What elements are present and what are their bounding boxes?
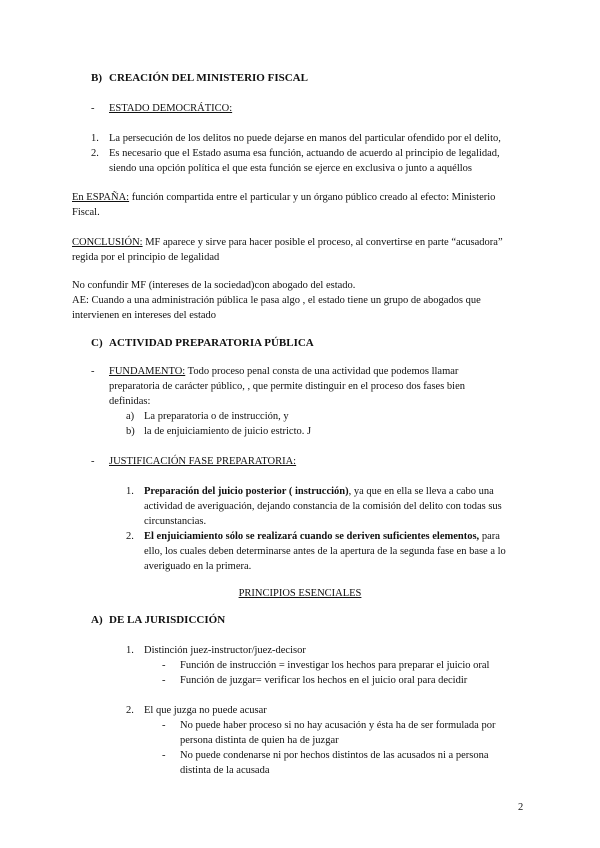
fundamento-label: FUNDAMENTO:: [109, 366, 186, 377]
dash-marker: -: [162, 750, 166, 761]
espana-label: En ESPAÑA:: [72, 192, 130, 203]
sub-item-letter: b): [126, 426, 135, 437]
dash-marker: -: [162, 720, 166, 731]
conclusion-text: MF aparece y sirve para hacer posible el proceso, al convertirse en parte “acusadora”: [142, 237, 503, 248]
list-number: 1.: [91, 133, 99, 144]
sub-item-text: Función de juzgar= verificar los hechos en el juicio oral para decidir: [180, 675, 468, 686]
page-number: 2: [518, 802, 524, 813]
dash-marker: -: [162, 675, 166, 686]
dash-marker: -: [91, 366, 95, 377]
list-item-text: siendo una opción política el que esta función se ejerce en exclusiva o junto a aquéllos: [109, 163, 473, 174]
fundamento-text-cont: definidas:: [109, 396, 151, 407]
dash-marker: -: [91, 103, 95, 114]
sub-item-text: Función de instrucción = investigar los hechos para preparar el juicio oral: [180, 660, 490, 671]
just-item-bold: Preparación del juicio posterior ( instrucción): [144, 486, 349, 497]
section-a-marker: A): [91, 614, 103, 626]
just-item-2: [144, 529, 500, 544]
just-item-text-cont: ello, los cuales deben determinarse antes de la apertura de la segunda fase en base a lo: [144, 546, 506, 557]
sub-item-text-cont: persona distinta de quien ha de juzgar: [180, 735, 339, 746]
conclusion-text-cont: regida por el principio de legalidad: [72, 252, 220, 263]
list-number: 2.: [126, 531, 134, 542]
just-item-text: para: [479, 531, 500, 542]
just-item-bold: El enjuiciamiento sólo se realizará cuando se deriven suficientes elementos,: [144, 531, 480, 542]
list-item-text: Distinción juez-instructor/juez-decisor: [144, 645, 306, 656]
fundamento-text: Todo proceso penal consta de una actividad que podemos llamar: [185, 366, 459, 377]
dash-marker: -: [91, 456, 95, 467]
just-item-text: , ya que en ella se lleva a cabo una: [348, 486, 494, 497]
section-a-title: DE LA JURISDICCIÓN: [109, 614, 226, 626]
espana-text: función compartida entre el particular y un órgano público creado al efecto: Ministerio: [129, 192, 496, 203]
sub-item-text: la de enjuiciamiento de juicio estricto. J: [144, 426, 312, 437]
conclusion-paragraph: [72, 235, 503, 250]
just-item-text-cont: circunstancias.: [144, 516, 207, 527]
section-b-marker: B): [91, 72, 102, 84]
note-ae-cont: intervienen en intereses del estado: [72, 310, 217, 321]
just-item-1: [144, 484, 494, 499]
list-item-text: La persecución de los delitos no puede dejarse en manos del particular ofendido por el delito,: [109, 133, 501, 144]
justificacion-heading: JUSTIFICACIÓN FASE PREPARATORIA:: [109, 456, 297, 467]
list-item-text: El que juzga no puede acusar: [144, 705, 267, 716]
list-number: 1.: [126, 486, 134, 497]
sub-item-letter: a): [126, 411, 135, 422]
sub-item-text: No puede haber proceso si no hay acusación y ésta ha de ser formulada por: [180, 720, 496, 731]
sub-item-text-cont: distinta de la acusada: [180, 765, 270, 776]
section-c-title: ACTIVIDAD PREPARATORIA PÚBLICA: [109, 337, 314, 349]
estado-democratico-heading: ESTADO DEMOCRÁTICO:: [109, 103, 233, 114]
just-item-text-cont: averiguado en la primera.: [144, 561, 252, 572]
note-mf: No confundir MF (intereses de la sociedad)con abogado del estado.: [72, 280, 356, 291]
sub-item-text: No puede condenarse ni por hechos distintos de las acusados ni a persona: [180, 750, 489, 761]
section-c-marker: C): [91, 337, 103, 349]
list-number: 1.: [126, 645, 134, 656]
dash-marker: -: [162, 660, 166, 671]
note-ae: AE: Cuando a una administración pública le pasa algo , el estado tiene un grupo de abogados que: [72, 295, 481, 306]
list-item-text: Es necesario que el Estado asuma esa función, actuando de acuerdo al principio de legalidad,: [109, 148, 500, 159]
fundamento-paragraph: [109, 364, 458, 379]
fundamento-text-cont: preparatoria de carácter público, , que permite distinguir en el proceso dos fases bien: [109, 381, 465, 392]
list-number: 2.: [91, 148, 99, 159]
section-b-title: CREACIÓN DEL MINISTERIO FISCAL: [109, 72, 308, 84]
sub-item-text: La preparatoria o de instrucción, y: [144, 411, 289, 422]
list-number: 2.: [126, 705, 134, 716]
just-item-text-cont: actividad de averiguación, dejando constancia de la comisión del delito con todas sus: [144, 501, 502, 512]
espana-text-cont: Fiscal.: [72, 207, 100, 218]
principios-title: PRINCIPIOS ESENCIALES: [238, 588, 362, 599]
espana-paragraph: [72, 190, 495, 205]
conclusion-label: CONCLUSIÓN:: [72, 237, 143, 248]
